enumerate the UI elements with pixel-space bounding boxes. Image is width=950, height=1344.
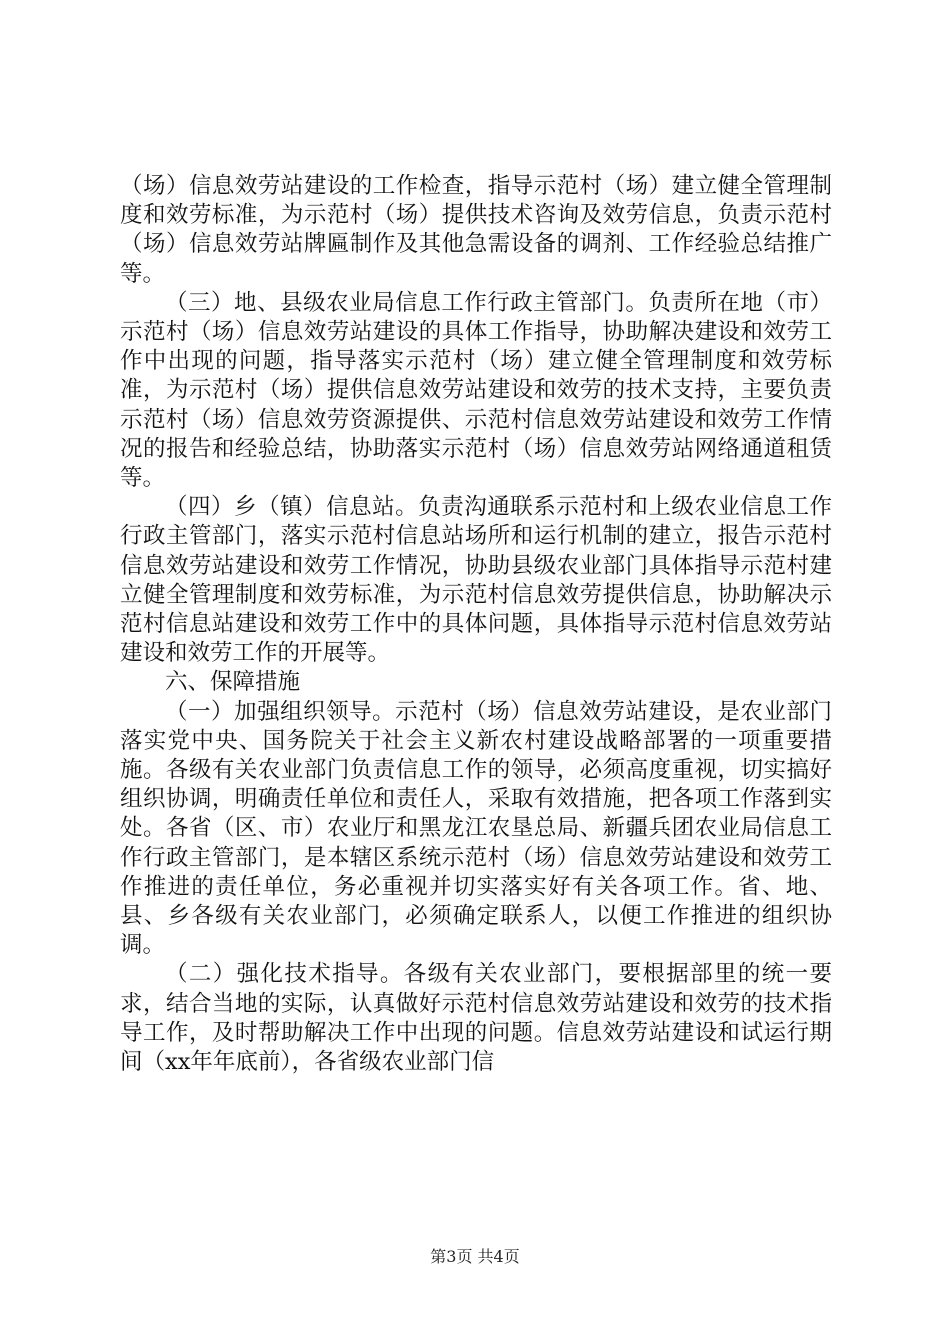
paragraph-safeguard-1: （一）加强组织领导。示范村（场）信息效劳站建设，是农业部门落实党中央、国务院关于社会主义新农村建设战略部署的一项重要措施。各级有关农业部门负责信息工作的领导，必须高度重视，切实搞好组织协调，明确责任单位和责任人，采取有效措施，把各项工作落到实处。各省（区、市）农业厅和黑龙江农垦总局、新疆兵团农业局信息工作行政主管部门，是本辖区系统示范村（场）信息效劳站建设和效劳工作推进的责任单位，务必重视并切实落实好有关各项工作。省、地、县、乡各级有关农业部门，必须确定联系人，以便工作推进的组织协调。 [120,698,832,959]
paragraph-safeguard-2: （二）强化技术指导。各级有关农业部门，要根据部里的统一要求，结合当地的实际，认真做好示范村信息效劳站建设和效劳的技术指导工作，及时帮助解决工作中出现的问题。信息效劳站建设和试运行期间（xx年年底前），各省级农业部门信 [120,961,832,1076]
page-number: 第3页 [430,1247,473,1266]
section-heading-safeguards: 六、保障措施 [165,669,301,696]
page-total: 共4页 [477,1247,520,1266]
page-footer [0,1244,950,1267]
paragraph-section-4: （四）乡（镇）信息站。负责沟通联系示范村和上级农业信息工作行政主管部门，落实示范村信息站场所和运行机制的建立，报告示范村信息效劳站建设和效劳工作情况，协助县级农业部门具体指导示范村建立健全管理制度和效劳标准，为示范村信息效劳提供信息，协助解决示范村信息站建设和效劳工作中的具体问题，具体指导示范村信息效劳站建设和效劳工作的开展等。 [120,494,832,667]
document-body [120,172,832,1077]
paragraph-section-3: （三）地、县级农业局信息工作行政主管部门。负责所在地（市）示范村（场）信息效劳站建设的具体工作指导，协助解决建设和效劳工作中出现的问题，指导落实示范村（场）建立健全管理制度和效劳标准，为示范村（场）提供信息效劳站建设和效劳的技术支持，主要负责示范村（场）信息效劳资源提供、示范村信息效劳站建设和效劳工作情况的报告和经验总结，协助落实示范村（场）信息效劳站网络通道租赁等。 [120,289,832,492]
paragraph-continuation: （场）信息效劳站建设的工作检查，指导示范村（场）建立健全管理制度和效劳标准，为示范村（场）提供技术咨询及效劳信息，负责示范村（场）信息效劳站牌匾制作及其他急需设备的调剂、工作经验总结推广等。 [120,173,832,287]
